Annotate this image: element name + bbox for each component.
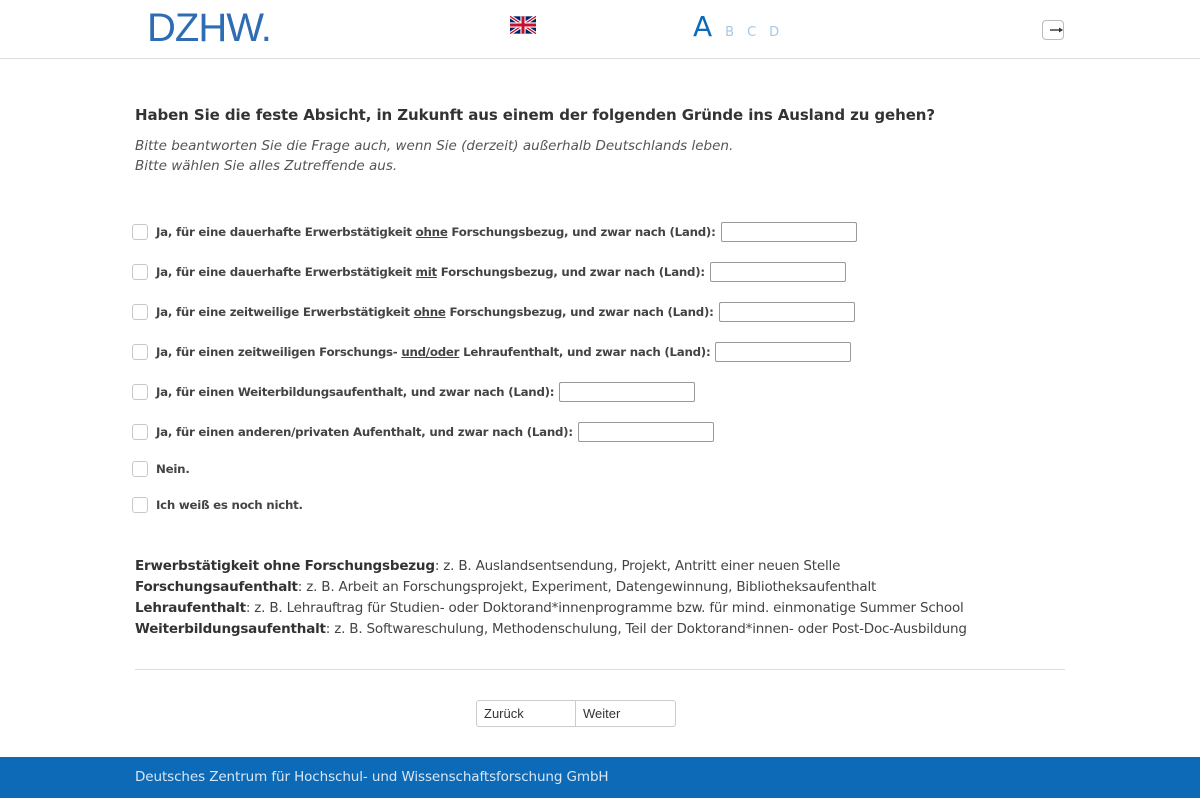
footer-text: Deutsches Zentrum für Hochschul- und Wissenschaftsforschung GmbH bbox=[135, 769, 609, 785]
uk-flag-icon[interactable] bbox=[510, 16, 536, 34]
font-size-d[interactable]: D bbox=[769, 25, 780, 40]
country-input[interactable] bbox=[578, 422, 714, 442]
country-input[interactable] bbox=[719, 302, 855, 322]
option-label: Ja, für eine zeitweilige Erwerbstätigkeit ohne Forschungsbezug, und zwar nach (Land): bbox=[156, 305, 714, 319]
option-label: Ich weiß es noch nicht. bbox=[156, 498, 303, 512]
font-size-selector bbox=[693, 10, 792, 43]
question-title: Haben Sie die feste Absicht, in Zukunft aus einem der folgenden Gründe ins Ausland zu gehen? bbox=[135, 106, 935, 124]
option-label: Ja, für einen anderen/privaten Aufenthalt, und zwar nach (Land): bbox=[156, 425, 573, 439]
definition-line: Lehraufenthalt: z. B. Lehrauftrag für Studien- oder Doktorand*innenprogramme bzw. für mind. einmonatige Summer School bbox=[135, 600, 964, 616]
option-permanent-work-without-research bbox=[132, 222, 857, 242]
country-input[interactable] bbox=[715, 342, 851, 362]
definitions bbox=[135, 556, 967, 640]
checkbox[interactable] bbox=[132, 304, 148, 320]
option-permanent-work-with-research bbox=[132, 262, 846, 282]
country-input[interactable] bbox=[710, 262, 846, 282]
country-input[interactable] bbox=[559, 382, 695, 402]
option-dont-know bbox=[132, 497, 303, 513]
back-button[interactable]: Zurück bbox=[476, 700, 576, 727]
option-temporary-research-teaching bbox=[132, 342, 851, 362]
font-size-a[interactable]: A bbox=[693, 10, 713, 43]
logo-dot: . bbox=[260, 6, 271, 50]
checkbox[interactable] bbox=[132, 461, 148, 477]
logout-icon bbox=[1042, 20, 1064, 40]
header bbox=[0, 0, 1200, 59]
instruction-line-2: Bitte wählen Sie alles Zutreffende aus. bbox=[135, 158, 398, 174]
instruction-line-1: Bitte beantworten Sie die Frage auch, wenn Sie (derzeit) außerhalb Deutschlands leben. bbox=[135, 138, 734, 154]
checkbox[interactable] bbox=[132, 224, 148, 240]
divider bbox=[135, 669, 1065, 670]
definition-line: Weiterbildungsaufenthalt: z. B. Softwareschulung, Methodenschulung, Teil der Doktorand*innen- oder Post-Doc-Ausbildung bbox=[135, 621, 967, 637]
country-input[interactable] bbox=[721, 222, 857, 242]
question-instructions bbox=[135, 136, 1065, 176]
option-label: Ja, für einen Weiterbildungsaufenthalt, und zwar nach (Land): bbox=[156, 385, 555, 399]
option-further-training bbox=[132, 382, 695, 402]
option-label: Ja, für einen zeitweiligen Forschungs- und/oder Lehraufenthalt, und zwar nach (Land): bbox=[156, 345, 711, 359]
checkbox[interactable] bbox=[132, 264, 148, 280]
checkbox[interactable] bbox=[132, 424, 148, 440]
option-label: Ja, für eine dauerhafte Erwerbstätigkeit mit Forschungsbezug, und zwar nach (Land): bbox=[156, 265, 705, 279]
checkbox[interactable] bbox=[132, 384, 148, 400]
logo-text: DZHW bbox=[147, 6, 261, 50]
footer bbox=[0, 757, 1200, 798]
navigation-buttons bbox=[476, 700, 676, 727]
next-button[interactable]: Weiter bbox=[576, 700, 676, 727]
option-temporary-work-without-research bbox=[132, 302, 855, 322]
question-block bbox=[135, 106, 1065, 176]
option-other-private-stay bbox=[132, 422, 714, 442]
checkbox[interactable] bbox=[132, 344, 148, 360]
font-size-c[interactable]: C bbox=[747, 25, 757, 40]
logout-button[interactable] bbox=[1042, 20, 1064, 40]
dzhw-logo bbox=[147, 8, 271, 48]
definition-line: Erwerbstätigkeit ohne Forschungsbezug: z. B. Auslandsentsendung, Projekt, Antritt einer neuen Stelle bbox=[135, 558, 841, 574]
option-no bbox=[132, 461, 190, 477]
font-size-b[interactable]: B bbox=[725, 25, 735, 40]
option-label: Ja, für eine dauerhafte Erwerbstätigkeit ohne Forschungsbezug, und zwar nach (Land): bbox=[156, 225, 716, 239]
option-label: Nein. bbox=[156, 462, 190, 476]
definition-line: Forschungsaufenthalt: z. B. Arbeit an Forschungsprojekt, Experiment, Datengewinnung, Bibliotheksaufenthalt bbox=[135, 579, 877, 595]
checkbox[interactable] bbox=[132, 497, 148, 513]
